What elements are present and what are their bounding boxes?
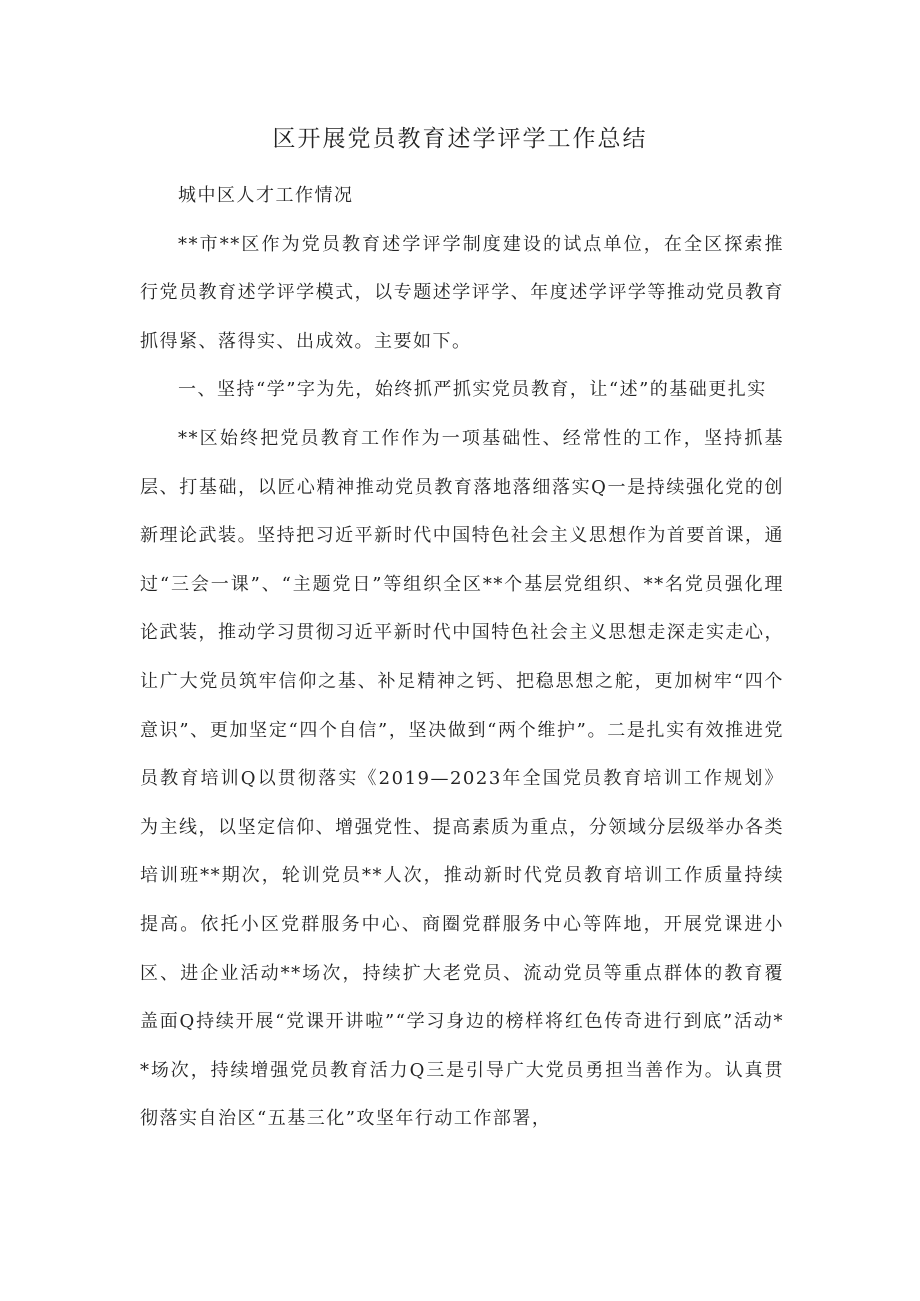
intro-paragraph: **市**区作为党员教育述学评学制度建设的试点单位，在全区探索推行党员教育述学评学模式，以专题述学评学、年度述学评学等推动党员教育抓得紧、落得实、出成效。主要如下。 — [140, 233, 784, 352]
document-title: 区开展党员教育述学评学工作总结 — [272, 126, 648, 152]
document-body — [140, 172, 784, 1144]
subtitle-paragraph: 城中区人才工作情况 — [178, 185, 354, 206]
section-heading-1: 一、坚持“学”字为先，始终抓严抓实党员教育，让“述”的基础更扎实 — [178, 379, 767, 401]
section-body-paragraph: **区始终把党员教育工作作为一项基础性、经常性的工作，坚持抓基层、打基础，以匠心精神推动党员教育落地落细落实Q一是持续强化党的创新理论武装。坚持把习近平新时代中国特色社会主义思想作为首要首课，通过“三会一课”、“主题党日”等组织全区**个基层党组织、**名党员强化理论武装，推动学习贯彻习近平新时代中国特色社会主义思想走深走实走心，让广大党员筑牢信仰之基、补足精神之钙、把稳思想之舵，更加树牢“四个意识”、更加坚定“四个自信”，坚决做到“两个维护”。二是扎实有效推进党员教育培训Q以贯彻落实《2019—2023年全国党员教育培训工作规划》为主线，以坚定信仰、增强党性、提高素质为重点，分领域分层级举办各类培训班**期次，轮训党员**人次，推动新时代党员教育培训工作质量持续提高。依托小区党群服务中心、商圈党群服务中心等阵地，开展党课进小区、进企业活动**场次，持续扩大老党员、流动党员等重点群体的教育覆盖面Q持续开展“党课开讲啦”“学习身边的榜样将红色传奇进行到底”活动**场次，持续增强党员教育活力Q三是引导广大党员勇担当善作为。认真贯彻落实自治区“五基三化”攻坚年行动工作部署， — [140, 427, 784, 1130]
